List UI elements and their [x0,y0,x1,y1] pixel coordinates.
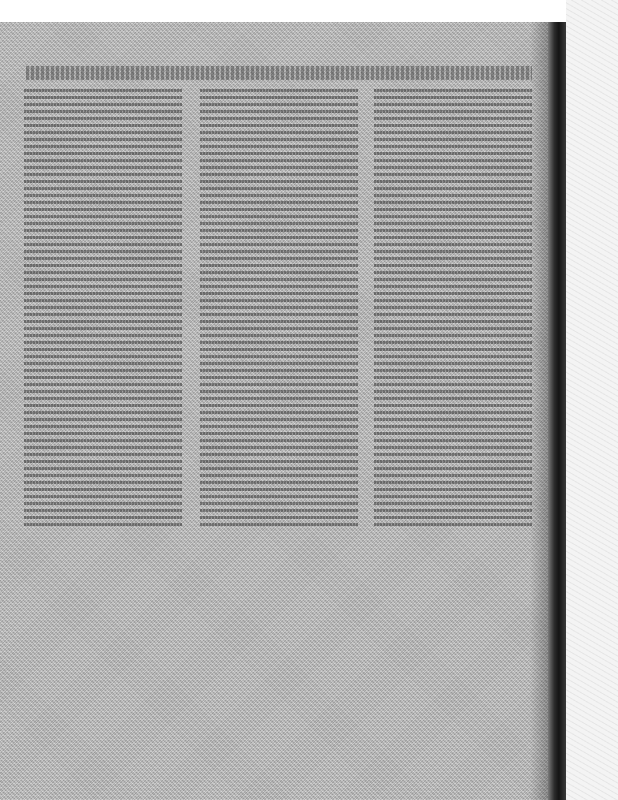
scanned-page [0,22,568,800]
text-column-2 [200,86,358,526]
text-column-1 [24,86,182,526]
page-heading-illegible [26,66,532,80]
illegible-text-block [24,86,182,526]
illegible-text-block [200,86,358,526]
illegible-text-block [374,86,532,526]
text-column-3 [374,86,532,526]
page-right-margin [566,0,618,800]
book-binding-edge [548,22,566,800]
text-columns [24,86,534,526]
binding-shadow [530,22,548,800]
